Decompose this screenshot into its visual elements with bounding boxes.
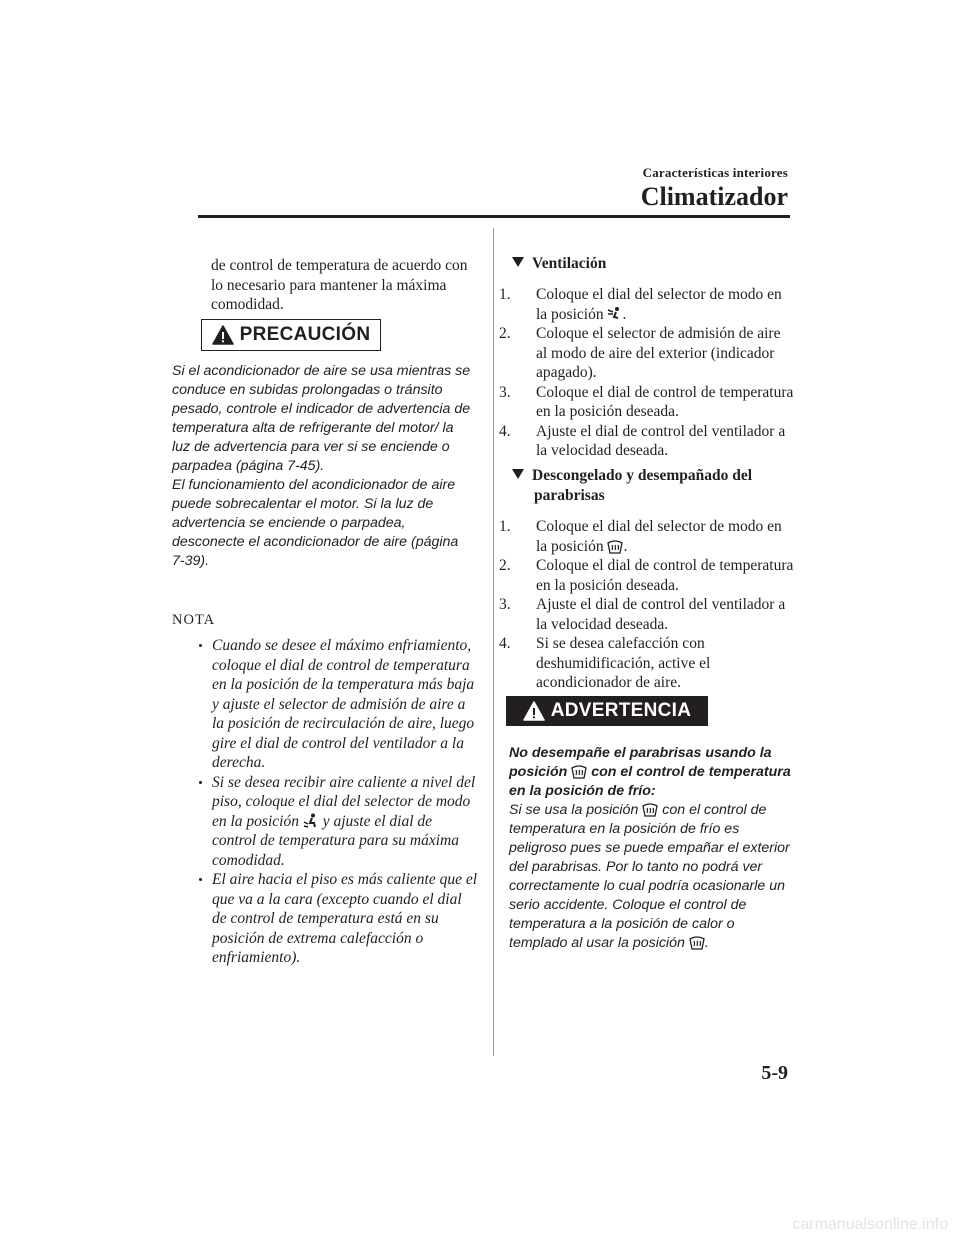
bullet-icon	[199, 781, 202, 784]
defrost-title: Descongelado y desempañado del parabrisas	[532, 467, 753, 504]
note-item-text: El aire hacia el piso es más caliente que el que va a la cara (excepto cuando el dial de control de temperatura está en su posición de extrema calefacción o enfriamiento).	[212, 871, 478, 966]
warning-label-box	[506, 696, 708, 726]
step-text: Ajuste el dial de control del ventilador a la velocidad deseada.	[536, 422, 786, 459]
face-mode-icon	[607, 306, 622, 322]
step-text: Si se desea calefacción con deshumidificación, active el acondicionador de aire.	[536, 635, 711, 691]
triangle-down-icon	[512, 469, 524, 479]
caution-label-box	[201, 319, 381, 351]
caution-text	[172, 362, 472, 571]
note-item-text: Cuando se desee el máximo enfriamiento, coloque el dial de control de temperatura en la posición de la temperatura más baja y ajuste el selector de admisión de aire a la posición de recirculación de aire, luego gire el dial de control del ventilador a la derecha.	[212, 637, 475, 771]
step-item	[499, 285, 795, 324]
warning-paragraph	[509, 801, 791, 953]
step-item	[499, 517, 795, 556]
ventilation-title: Ventilación	[532, 255, 607, 272]
defrost-icon	[571, 765, 587, 779]
warning-label: ADVERTENCIA	[550, 700, 692, 721]
step-text: Ajuste el dial de control del ventilador a la velocidad deseada.	[536, 596, 786, 633]
triangle-down-icon	[512, 257, 524, 267]
step-item	[499, 634, 795, 693]
caution-paragraph-1: Si el acondicionador de aire se usa mientras se conduce en subidas prolongadas o tránsito pesado, controle el indicador de advertencia de temperatura alta de refrigerante del motor/ la luz de advertencia para ver si se enciende o parpadea (página 7-45).	[172, 363, 471, 474]
step-number: 1.	[499, 286, 511, 303]
ventilation-heading	[512, 254, 797, 274]
bullet-icon	[199, 644, 202, 647]
step-item	[499, 595, 795, 634]
header-rule	[198, 215, 790, 218]
warning-triangle-icon	[212, 325, 234, 345]
note-item	[196, 636, 478, 773]
warning-bold-paragraph	[509, 744, 791, 801]
warning-text-part: Si se usa la posición	[509, 802, 639, 818]
note-item	[196, 773, 478, 871]
chapter-title: Climatizador	[640, 182, 788, 211]
note-item	[196, 870, 478, 968]
warning-bold-text: con el control de temperatura en la posición de frío:	[509, 764, 791, 799]
step-text: Coloque el dial de control de temperatura en la posición deseada.	[536, 557, 794, 594]
warning-text	[509, 744, 791, 953]
note-label: NOTA	[172, 612, 216, 628]
step-number: 2.	[499, 557, 511, 574]
ventilation-steps	[499, 285, 795, 461]
column-divider	[493, 228, 494, 1056]
note-item-text: Si se desea recibir aire caliente a nivel del piso, coloque el dial del selector de modo en la posición	[212, 773, 476, 830]
warning-text-part: .	[704, 935, 709, 951]
warning-triangle-icon	[523, 701, 545, 721]
warning-text-part: con el control de temperatura en la posición de frío es peligroso pues se puede empañar el exterior del parabrisas. Por lo tanto no podrá ver correctamente lo cual podría ocasionarle un serio accidente. Coloque el control de temperatura a la posición de calor o templado al usar la posición	[509, 802, 790, 951]
step-text: Coloque el dial del selector de modo en la posición	[536, 518, 782, 555]
step-item	[499, 556, 795, 595]
continuation-paragraph: de control de temperatura de acuerdo con lo necesario para mantener la máxima comodidad.	[211, 257, 468, 313]
step-text: .	[622, 305, 627, 323]
step-number: 2.	[499, 325, 511, 342]
caution-paragraph-2: El funcionamiento del acondicionador de aire puede sobrecalentar el motor. Si la luz de advertencia se enciende o parpadea, desconecte el acondicionador de aire (página 7-39).	[172, 477, 459, 569]
step-number: 1.	[499, 518, 511, 535]
step-number: 4.	[499, 422, 511, 440]
step-number: 4.	[499, 635, 511, 652]
caution-label: PRECAUCIÓN	[239, 324, 371, 345]
watermark: carmanualsonline.info	[792, 1216, 948, 1233]
section-label: Características interiores	[642, 165, 788, 180]
step-item	[499, 383, 795, 422]
bullet-icon	[199, 878, 202, 881]
step-text: Coloque el dial de control de temperatura en la posición deseada.	[536, 383, 794, 420]
defrost-icon	[689, 936, 705, 950]
step-text: .	[623, 537, 628, 555]
note-item-text: y ajuste el dial de control de temperatura para su máxima comodidad.	[212, 812, 459, 869]
defrost-steps	[499, 517, 795, 693]
step-number: 3.	[499, 596, 511, 613]
warning-bold-text: No desempañe el parabrisas usando la posición	[509, 745, 772, 780]
step-text: Coloque el selector de admisión de aire al modo de aire del exterior (indicador apagado).	[536, 325, 781, 381]
defrost-icon	[607, 540, 623, 554]
step-item	[499, 422, 795, 461]
defrost-icon	[642, 803, 658, 817]
step-number: 3.	[499, 383, 511, 401]
step-text: Coloque el dial del selector de modo en la posición	[536, 286, 782, 323]
floor-mode-icon	[303, 813, 319, 829]
note-list	[196, 636, 478, 968]
step-item	[499, 324, 795, 383]
page-number: 5-9	[761, 1062, 788, 1084]
defrost-heading	[512, 466, 819, 505]
